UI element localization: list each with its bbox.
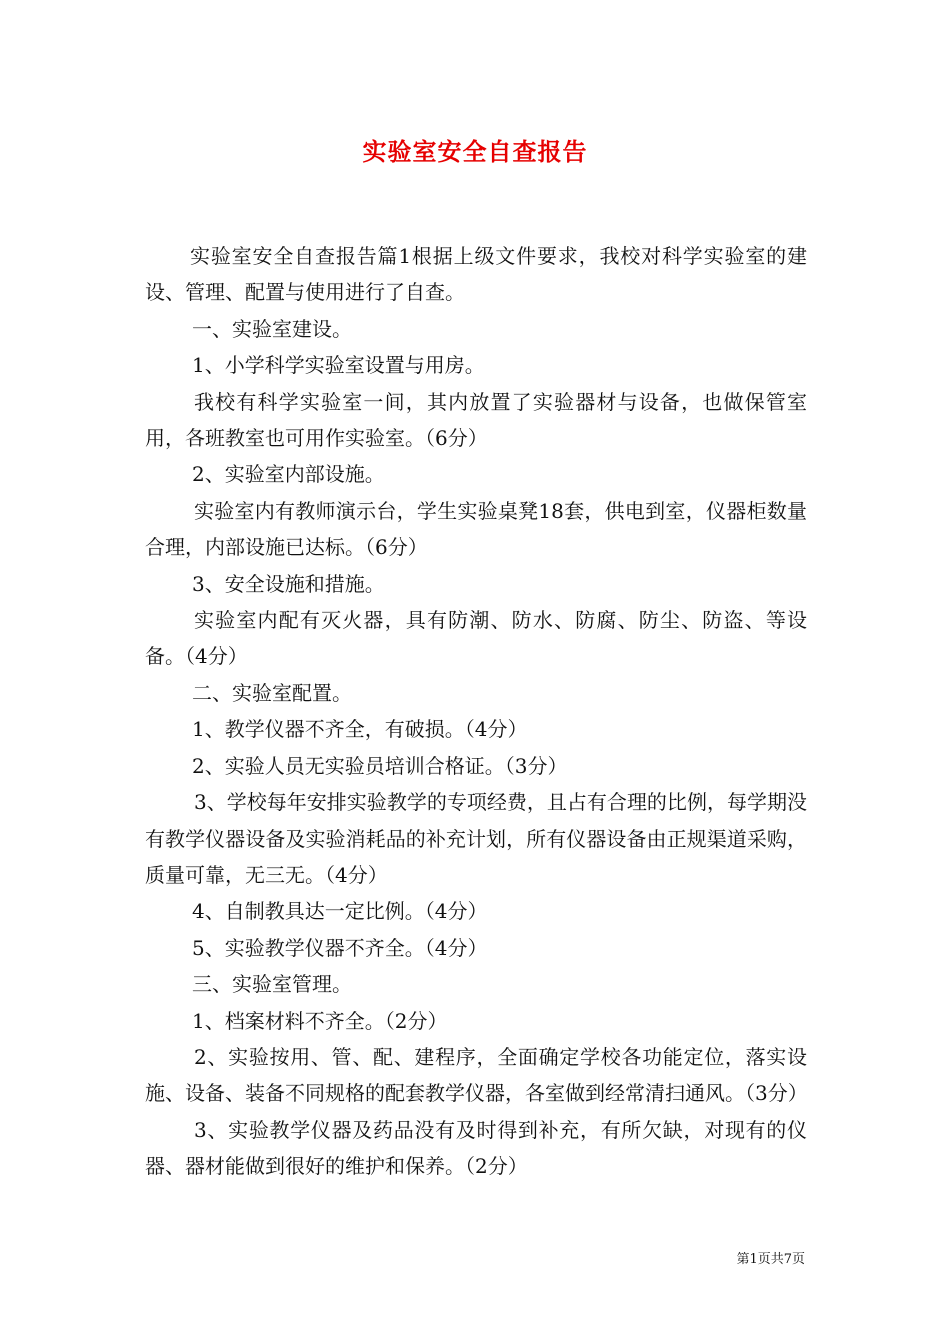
page-number-footer: 第1页共7页 <box>736 1252 805 1267</box>
section-heading-3: 三、实验室管理。 <box>192 972 352 997</box>
paragraph: 实验室内有教师演示台，学生实验桌凳18套，供电到室，仪器柜数量合理，内部设施已达标。（6分） <box>145 498 807 560</box>
section-heading-2: 二、实验室配置。 <box>192 680 352 705</box>
list-item: 4、自制教具达一定比例。（4分） <box>192 899 488 924</box>
section-heading-1: 一、实验室建设。 <box>192 316 352 341</box>
list-item: 3、学校每年安排实验教学的专项经费，且占有合理的比例，每学期没有教学仪器设备及实验消耗品的补充计划，所有仪器设备由正规渠道采购，质量可靠，无三无。（4分） <box>145 790 807 887</box>
list-item: 1、档案材料不齐全。（2分） <box>192 1008 448 1033</box>
paragraph: 实验室内配有灭火器，具有防潮、防水、防腐、防尘、防盗、等设备。（4分） <box>145 608 807 669</box>
list-item: 3、安全设施和措施。 <box>192 571 385 596</box>
document-title: 实验室安全自查报告 <box>362 137 588 166</box>
paragraph: 我校有科学实验室一间，其内放置了实验器材与设备，也做保管室用，各班教室也可用作实验室。（6分） <box>145 389 807 451</box>
list-item: 1、小学科学实验室设置与用房。 <box>192 353 485 378</box>
list-item: 2、实验室内部设施。 <box>192 462 385 487</box>
document-body <box>145 238 807 1185</box>
paragraph-intro: 实验室安全自查报告篇1根据上级文件要求，我校对科学实验室的建设、管理、配置与使用进行了自查。 <box>145 244 807 305</box>
list-item: 5、实验教学仪器不齐全。（4分） <box>192 935 488 960</box>
list-item: 3、实验教学仪器及药品没有及时得到补充，有所欠缺，对现有的仪器、器材能做到很好的维护和保养。（2分） <box>145 1117 807 1179</box>
list-item: 2、实验按用、管、配、建程序，全面确定学校各功能定位，落实设施、设备、装备不同规格的配套教学仪器，各室做到经常清扫通风。（3分） <box>145 1044 808 1106</box>
list-item: 1、教学仪器不齐全，有破损。（4分） <box>192 717 528 742</box>
list-item: 2、实验人员无实验员培训合格证。（3分） <box>192 753 568 778</box>
